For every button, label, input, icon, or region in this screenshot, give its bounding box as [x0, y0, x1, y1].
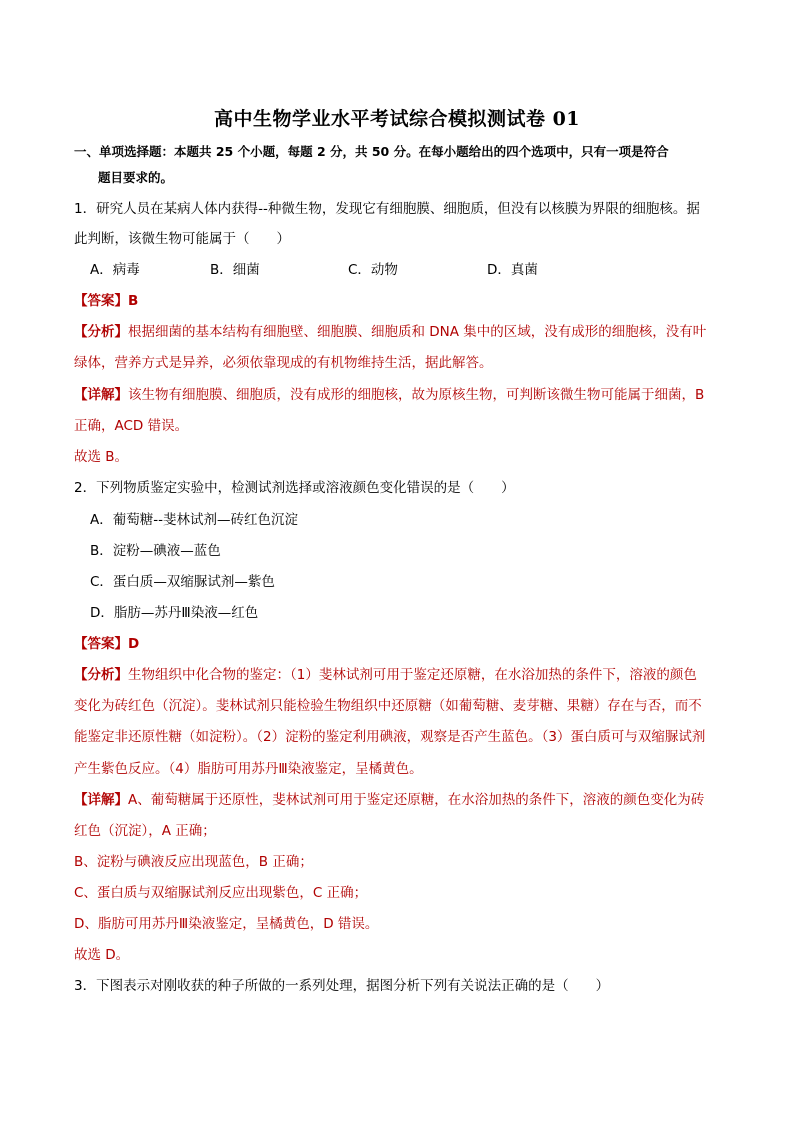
- q2-stem: 2．下列物质鉴定实验中，检测试剂选择或溶液颜色变化错误的是（ ）: [74, 480, 515, 496]
- q1-option-d: D．真菌: [487, 262, 538, 278]
- q1-detail-line2: 正确，ACD 错误。: [74, 418, 189, 434]
- q1-answer-tag: 【答案】: [74, 293, 128, 309]
- q1-option-b: B．细菌: [210, 262, 260, 278]
- section-heading-line2: 题目要求的。: [98, 170, 174, 185]
- q2-answer: [74, 634, 724, 654]
- q2-analysis-line2: 变化为砖红色（沉淀）。斐林试剂只能检验生物组织中还原糖（如葡萄糖、麦芽糖、果糖）存在与否，而不: [74, 698, 702, 714]
- q2-option-c: C．蛋白质—双缩脲试剂—紫色: [90, 574, 275, 590]
- q2-conclusion: 故选 D。: [74, 947, 130, 963]
- q2-analysis-line1: [74, 665, 724, 685]
- q1-stem-line2: 此判断，该微生物可能属于（ ）: [74, 231, 290, 247]
- q2-analysis-line4: 产生紫色反应。（4）脂肪可用苏丹Ⅲ染液鉴定，呈橘黄色。: [74, 761, 423, 777]
- q1-answer-value: B: [128, 293, 139, 309]
- q2-option-d: D．脂肪—苏丹Ⅲ染液—红色: [90, 605, 259, 621]
- q1-analysis-text1: 根据细菌的基本结构有细胞壁、细胞膜、细胞质和 DNA 集中的区域，没有成形的细胞核，没有叶: [128, 324, 707, 340]
- q2-detail-line1: [74, 790, 724, 810]
- q1-analysis-line1: [74, 322, 724, 342]
- q2-detail-tag: 【详解】: [74, 792, 128, 808]
- page-title: 高中生物学业水平考试综合模拟测试卷 01: [213, 108, 581, 130]
- q1-conclusion: 故选 B。: [74, 449, 129, 465]
- q1-detail-line1: [74, 385, 724, 405]
- q2-detail-line4: C、蛋白质与双缩脲试剂反应出现紫色，C 正确；: [74, 885, 368, 901]
- q2-option-b: B．淀粉—碘液—蓝色: [90, 543, 221, 559]
- q1-option-a: A．病毒: [90, 262, 140, 278]
- q2-detail-line3: B、淀粉与碘液反应出现蓝色，B 正确；: [74, 854, 313, 870]
- q1-option-c: C．动物: [348, 262, 398, 278]
- q2-analysis-line3: 能鉴定非还原性糖（如淀粉）。（2）淀粉的鉴定利用碘液，观察是否产生蓝色。（3）蛋白质可与双缩脲试剂: [74, 729, 706, 745]
- q1-detail-text1: 该生物有细胞膜、细胞质，没有成形的细胞核，故为原核生物，可判断该微生物可能属于细菌，B: [128, 387, 705, 403]
- q2-analysis-text1: 生物组织中化合物的鉴定：（1）斐林试剂可用于鉴定还原糖，在水浴加热的条件下，溶液的颜色: [128, 667, 697, 683]
- q1-answer: [74, 291, 724, 311]
- section-heading-line1: 一、单项选择题：本题共 25 个小题，每题 2 分，共 50 分。在每小题给出的四个选项中，只有一项是符合: [74, 144, 669, 159]
- q1-detail-tag: 【详解】: [74, 387, 128, 403]
- q2-answer-value: D: [128, 636, 140, 652]
- q2-detail-line5: D、脂肪可用苏丹Ⅲ染液鉴定，呈橘黄色，D 错误。: [74, 916, 379, 932]
- q1-analysis-line2: 绿体，营养方式是异养，必须依靠现成的有机物维持生活，据此解答。: [74, 355, 493, 371]
- q2-analysis-tag: 【分析】: [74, 667, 128, 683]
- q1-analysis-tag: 【分析】: [74, 324, 128, 340]
- q2-detail-text1: A、葡萄糖属于还原性，斐林试剂可用于鉴定还原糖，在水浴加热的条件下，溶液的颜色变化为砖: [128, 792, 705, 808]
- q2-answer-tag: 【答案】: [74, 636, 128, 652]
- q3-stem: 3．下图表示对刚收获的种子所做的一系列处理，据图分析下列有关说法正确的是（ ）: [74, 978, 610, 994]
- q2-option-a: A．葡萄糖--斐林试剂—砖红色沉淀: [90, 512, 298, 528]
- q2-detail-line2: 红色（沉淀），A 正确；: [74, 823, 216, 839]
- q1-stem-line1: 1．研究人员在某病人体内获得--种微生物，发现它有细胞膜、细胞质，但没有以核膜为界限的细胞核。据: [74, 201, 700, 217]
